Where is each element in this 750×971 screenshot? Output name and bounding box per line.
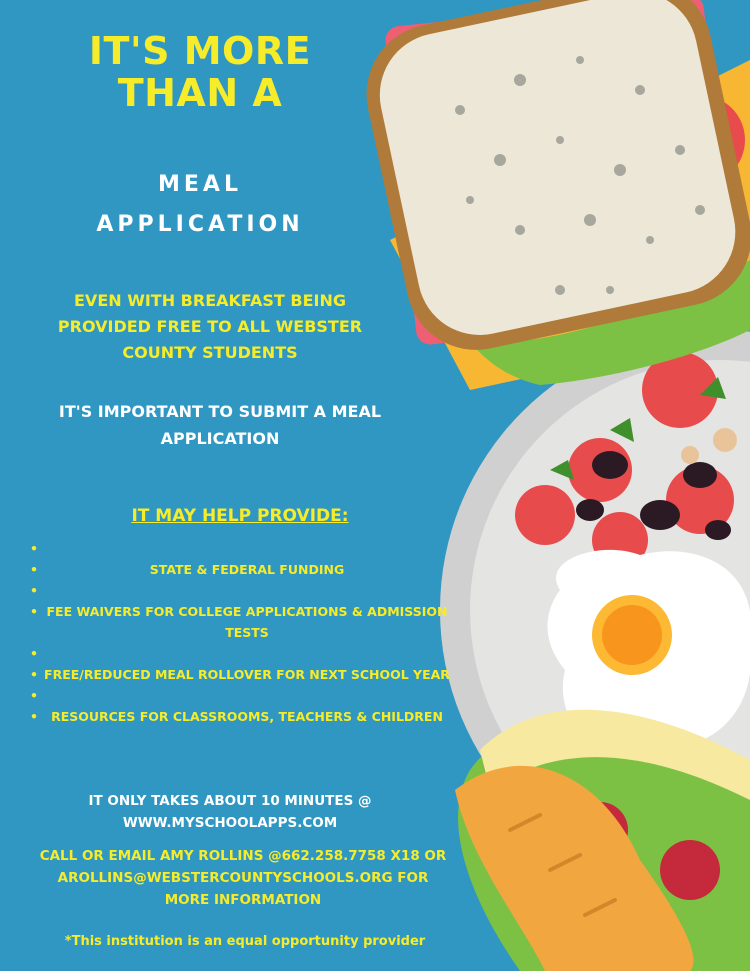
sandwich-illustration [353,0,750,390]
contact-line-3: MORE INFORMATION [164,892,322,908]
subheading-meal: MEAL [158,172,242,197]
contact-line-1: CALL OR EMAIL AMY ROLLINS @662.258.7758 X18 OR [39,848,447,864]
website-link[interactable]: WWW.MYSCHOOLAPPS.COM [122,815,338,831]
intro-line-2: PROVIDED FREE TO ALL WEBSTER [57,317,363,336]
intro-line-1: EVEN WITH BREAKFAST BEING [74,291,346,310]
intro-text [20,288,400,366]
headline-line-2: THAN A [117,71,283,115]
subheading-application: APPLICATION [96,212,304,237]
help-list-item [30,643,450,664]
headline [50,30,350,114]
help-list-item [30,538,450,559]
help-list-item [30,580,450,601]
contact-email[interactable]: AROLLINS@WEBSTERCOUNTYSCHOOLS.ORG FOR [57,870,429,886]
help-list-item [30,685,450,706]
help-list-item: • FREE/REDUCED MEAL ROLLOVER FOR NEXT SCHOOL YEAR [30,664,450,685]
importance-line-2: APPLICATION [160,429,280,448]
intro-line-3: COUNTY STUDENTS [122,343,298,362]
sub-sandwich-illustration [455,710,750,971]
importance-line-1: IT'S IMPORTANT TO SUBMIT A MEAL [58,402,382,421]
help-heading: IT MAY HELP PROVIDE: [131,506,349,526]
help-list-item: • FEE WAIVERS FOR COLLEGE APPLICATIONS & ADMISSION TESTS [30,601,450,643]
time-note-line-1: IT ONLY TAKES ABOUT 10 MINUTES @ [88,793,372,809]
contact-info [8,845,478,911]
equal-opportunity-note: *This institution is an equal opportunity provider [64,934,426,949]
help-list [30,538,450,727]
time-note [40,790,420,834]
help-list-item: • STATE & FEDERAL FUNDING [30,559,450,580]
help-list-item: • RESOURCES FOR CLASSROOMS, TEACHERS & CHILDREN [30,706,450,727]
headline-line-1: IT'S MORE [88,29,312,73]
importance-text [30,398,410,452]
